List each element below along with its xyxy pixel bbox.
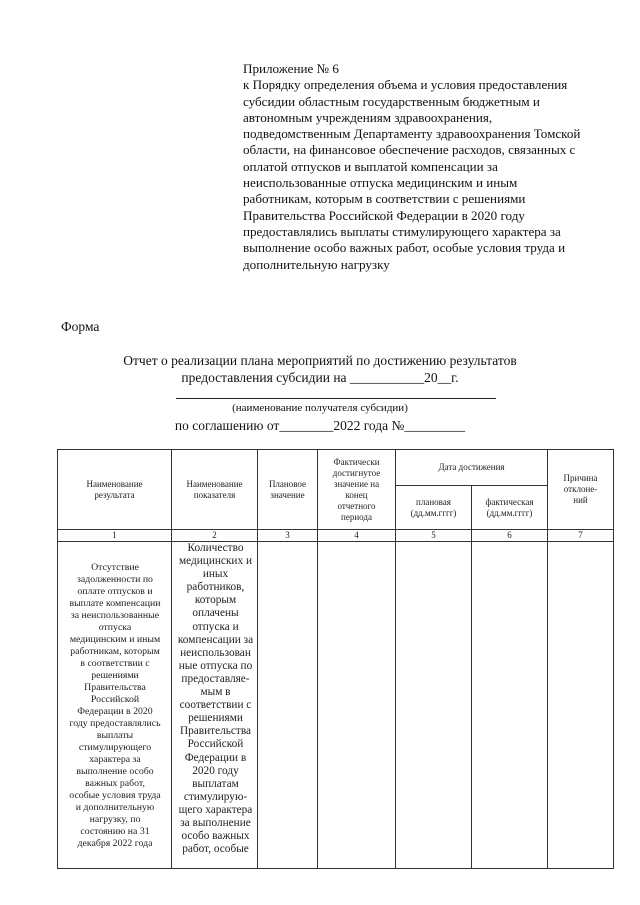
column-number: 2 — [172, 530, 258, 542]
agreement-line: по соглашению от________2022 года №_________ — [174, 418, 466, 433]
appendix-line: субсидии областным государственным бюджетным и — [243, 93, 540, 109]
appendix-line: неиспользованные отпуска медицинским и иным — [243, 175, 518, 191]
appendix-line: подведомственным Департаменту здравоохранения Томской — [243, 126, 581, 142]
planned-date-cell — [396, 542, 472, 869]
report-table — [57, 449, 614, 869]
appendix-line: предоставлялись выплаты стимулирующего характера за — [243, 223, 561, 239]
report-title-line-2: предоставления субсидии на ___________20__г. — [181, 370, 459, 385]
column-number: 7 — [548, 530, 614, 542]
appendix-line: выполнение особо важных работ, особые условия труда и — [243, 240, 566, 256]
column-number: 3 — [258, 530, 318, 542]
appendix-line: к Порядку определения объема и условия предоставления — [243, 77, 568, 93]
header-actual-date: фактическая (дд.мм.гггг) — [472, 486, 548, 530]
recipient-caption: (наименование получателя субсидии) — [232, 402, 408, 414]
report-title-line-1: Отчет о реализации плана мероприятий по достижению результатов — [123, 353, 517, 368]
column-number: 6 — [472, 530, 548, 542]
header-actual-value: Фактически достигнутое значение на конец отчетного периода — [318, 450, 396, 530]
recipient-name-line — [176, 398, 496, 399]
appendix-line: оплатой отпусков и выплатой компенсации за — [243, 158, 498, 174]
column-number: 5 — [396, 530, 472, 542]
appendix-line: Приложение № 6 — [243, 61, 339, 76]
header-result-name: Наименование результата — [58, 450, 172, 530]
form-label: Форма — [61, 319, 100, 334]
appendix-line: автономным учреждениям здравоохранения, — [243, 109, 493, 125]
header-planned-value: Плановое значение — [258, 450, 318, 530]
indicator-cell — [172, 542, 258, 869]
table-row — [58, 542, 614, 869]
deviation-reason-cell — [548, 542, 614, 869]
result-text: Отсутствие задолженности по оплате отпусков и выплате компенсации за неиспользованные отпуска медицинским и иным работникам, которым в соответствии с решениями Правительства Российской Федерации в 2020 году предоставлялись выплаты стимулирующего характера за выполнение особо важных работ, особые условия труда и дополнительную нагрузку, по состоянию на 31 декабря 2022 года — [69, 562, 161, 849]
header-indicator-name: Наименование показателя — [172, 450, 258, 530]
appendix-line: работникам, которым в соответствии с решениями — [243, 191, 526, 207]
appendix-line: области, на финансовое обеспечение расходов, связанных с — [243, 142, 576, 158]
appendix-line: Правительства Российской Федерации в 2020 году — [243, 207, 525, 223]
appendix-line: дополнительную нагрузку — [243, 256, 390, 272]
appendix-block — [243, 61, 615, 273]
column-number: 1 — [58, 530, 172, 542]
header-deviation-reason: Причина отклоне- ний — [548, 450, 614, 530]
indicator-text: Количество медицинских и иных работников, которым оплачены отпуска и компенсации за неиспользован ные отпуска по предоставляе- мым в соответствии с решениями Правительства Российской Федерации в 2020 году выплатам стимулирую- щего характера за выполнение особо важных работ, особые — [177, 542, 254, 856]
actual-date-cell — [472, 542, 548, 869]
result-cell — [58, 542, 172, 869]
planned-value-cell — [258, 542, 318, 869]
header-planned-date: плановая (дд.мм.гггг) — [396, 486, 472, 530]
header-achievement-date: Дата достижения — [396, 450, 548, 486]
actual-value-cell — [318, 542, 396, 869]
column-number: 4 — [318, 530, 396, 542]
